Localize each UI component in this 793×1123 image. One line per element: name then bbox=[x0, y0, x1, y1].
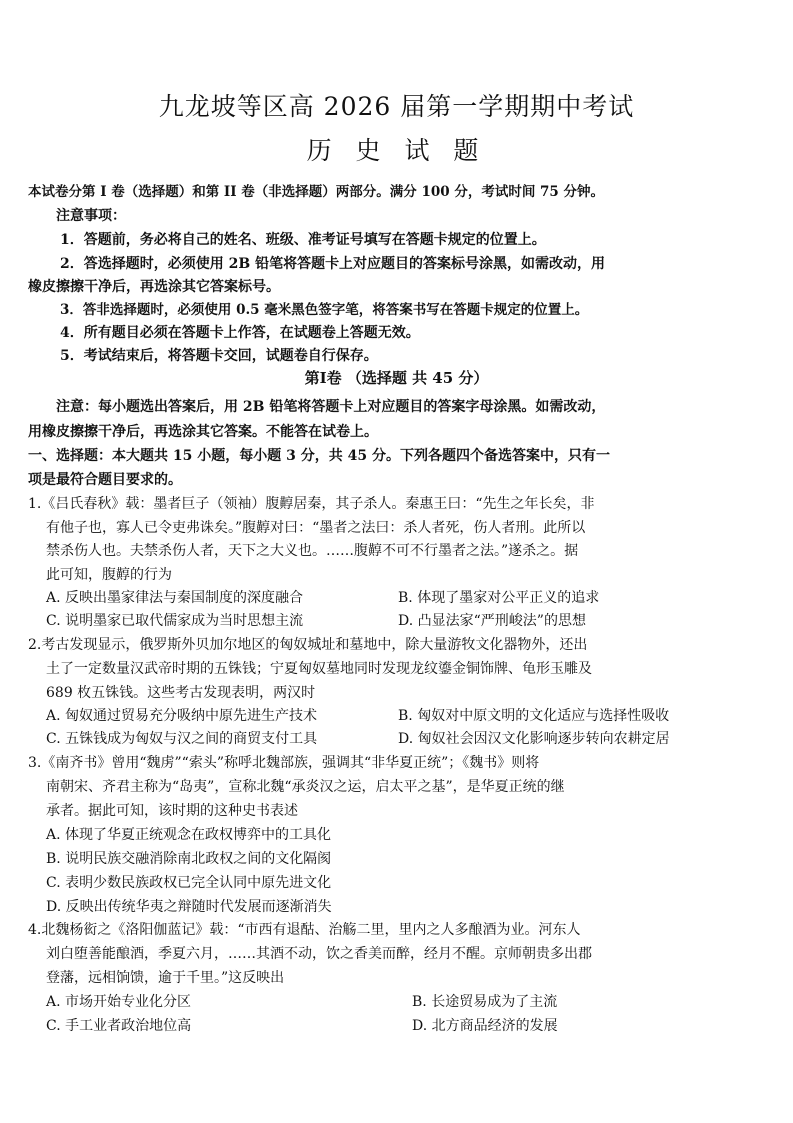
question-4-option-b: B. 长途贸易成为了主流 bbox=[412, 994, 558, 1010]
section-1-note-line-2: 用橡皮擦擦干净后，再选涂其它答案。不能答在试卷上。 bbox=[28, 424, 378, 440]
exam-intro: 本试卷分第 I 卷（选择题）和第 II 卷（非选择题）两部分。满分 100 分，考试时间 75 分钟。 bbox=[28, 184, 605, 200]
question-1-line-2: 有他子也，寡人已令吏弗诛矣。”腹䵍对曰：“墨者之法曰：杀人者死，伤人者刑。此所以 bbox=[46, 520, 586, 536]
question-2-line-3: 689 枚五铢钱。这些考古发现表明，两汉时 bbox=[46, 685, 316, 701]
question-1-option-d: D. 凸显法家“严刑峻法”的思想 bbox=[398, 613, 586, 629]
notice-item-2-line-1: 2．答选择题时，必须使用 2B 铅笔将答题卡上对应题目的答案标号涂黑，如需改动，用 bbox=[60, 256, 606, 272]
notice-item-1: 1．答题前，务必将自己的姓名、班级、准考证号填写在答题卡规定的位置上。 bbox=[60, 232, 546, 248]
notice-item-5: 5．考试结束后，将答题卡交回，试题卷自行保存。 bbox=[60, 348, 378, 364]
question-2-option-a: A. 匈奴通过贸易充分吸纳中原先进生产技术 bbox=[46, 708, 318, 724]
part-1-instructions-line-2: 项是最符合题目要求的。 bbox=[28, 472, 182, 488]
question-1-option-c: C. 说明墨家已取代儒家成为当时思想主流 bbox=[46, 613, 304, 629]
question-2-option-c: C. 五铢钱成为匈奴与汉之间的商贸支付工具 bbox=[46, 731, 318, 747]
question-3-option-b: B. 说明民族交融消除南北政权之间的文化隔阂 bbox=[46, 851, 332, 867]
question-3-option-c: C. 表明少数民族政权已完全认同中原先进文化 bbox=[46, 875, 332, 891]
question-4-option-c: C. 手工业者政治地位高 bbox=[46, 1018, 192, 1034]
question-1-line-4: 此可知，腹䵍的行为 bbox=[46, 567, 172, 583]
question-4-line-1: 4.北魏杨衒之《洛阳伽蓝记》载：“市西有退酤、治觞二里，里内之人多酿酒为业。河东人 bbox=[28, 922, 581, 938]
exam-subject-title: 历 史 试 题 bbox=[306, 136, 487, 165]
exam-title: 九龙坡等区高 2026 届第一学期期中考试 bbox=[158, 92, 635, 121]
section-1-note-line-1: 注意：每小题选出答案后，用 2B 铅笔将答题卡上对应题目的答案字母涂黑。如需改动， bbox=[56, 399, 606, 415]
question-4-option-a: A. 市场开始专业化分区 bbox=[46, 994, 192, 1010]
question-1-line-1: 1.《吕氏春秋》载：墨者巨子（领袖）腹䵍居秦，其子杀人。秦惠王曰：“先生之年长矣，非 bbox=[28, 496, 595, 512]
notice-item-3: 3．答非选择题时，必须使用 0.5 毫米黑色签字笔，将答案书写在答题卡规定的位置上。 bbox=[60, 302, 589, 318]
question-1-option-a: A. 反映出墨家律法与秦国制度的深度融合 bbox=[46, 590, 304, 606]
question-2-option-d: D. 匈奴社会因汉文化影响逐步转向农耕定居 bbox=[398, 731, 670, 747]
section-1-heading: 第Ⅰ卷 （选择题 共 45 分） bbox=[304, 369, 489, 387]
notice-heading: 注意事项： bbox=[56, 208, 126, 224]
question-4-option-d: D. 北方商品经济的发展 bbox=[412, 1018, 558, 1034]
question-4-line-2: 刘白堕善能酿酒，季夏六月，……其酒不动，饮之香美而醉，经月不醒。京师朝贵多出郡 bbox=[46, 946, 592, 962]
question-4-line-3: 登藩，远相饷馈，逾于千里。”这反映出 bbox=[46, 970, 285, 986]
question-1-option-b: B. 体现了墨家对公平正义的追求 bbox=[398, 590, 600, 606]
question-3-line-1: 3.《南齐书》曾用“魏虏”“索头”称呼北魏部族，强调其“非华夏正统”；《魏书》则将 bbox=[28, 755, 540, 771]
question-2-line-1: 2.考古发现显示，俄罗斯外贝加尔地区的匈奴城址和墓地中，除大量游牧文化器物外，还出 bbox=[28, 637, 588, 653]
question-3-line-2: 南朝宋、齐君主称为“岛夷”，宣称北魏“承炎汉之运，启太平之基”，是华夏正统的继 bbox=[46, 779, 565, 795]
question-3-option-a: A. 体现了华夏正统观念在政权博弈中的工具化 bbox=[46, 827, 332, 843]
question-3-line-3: 承者。据此可知，该时期的这种史书表述 bbox=[46, 803, 298, 819]
question-1-line-3: 禁杀伤人也。夫禁杀伤人者，天下之大义也。……腹䵍不可不行墨者之法。”遂杀之。据 bbox=[46, 543, 579, 559]
notice-item-4: 4．所有题目必须在答题卡上作答，在试题卷上答题无效。 bbox=[60, 325, 420, 341]
notice-item-2-line-2: 橡皮擦擦干净后，再选涂其它答案标号。 bbox=[28, 279, 280, 295]
question-2-option-b: B. 匈奴对中原文明的文化适应与选择性吸收 bbox=[398, 708, 670, 724]
question-2-line-2: 土了一定数量汉武帝时期的五铢钱；宁夏匈奴墓地同时发现龙纹鎏金铜饰牌、龟形玉雕及 bbox=[46, 661, 592, 677]
question-3-option-d: D. 反映出传统华夷之辩随时代发展而逐渐消失 bbox=[46, 899, 332, 915]
part-1-instructions-line-1: 一、选择题：本大题共 15 小题，每小题 3 分，共 45 分。下列各题四个备选答案中，只有一 bbox=[28, 448, 610, 464]
